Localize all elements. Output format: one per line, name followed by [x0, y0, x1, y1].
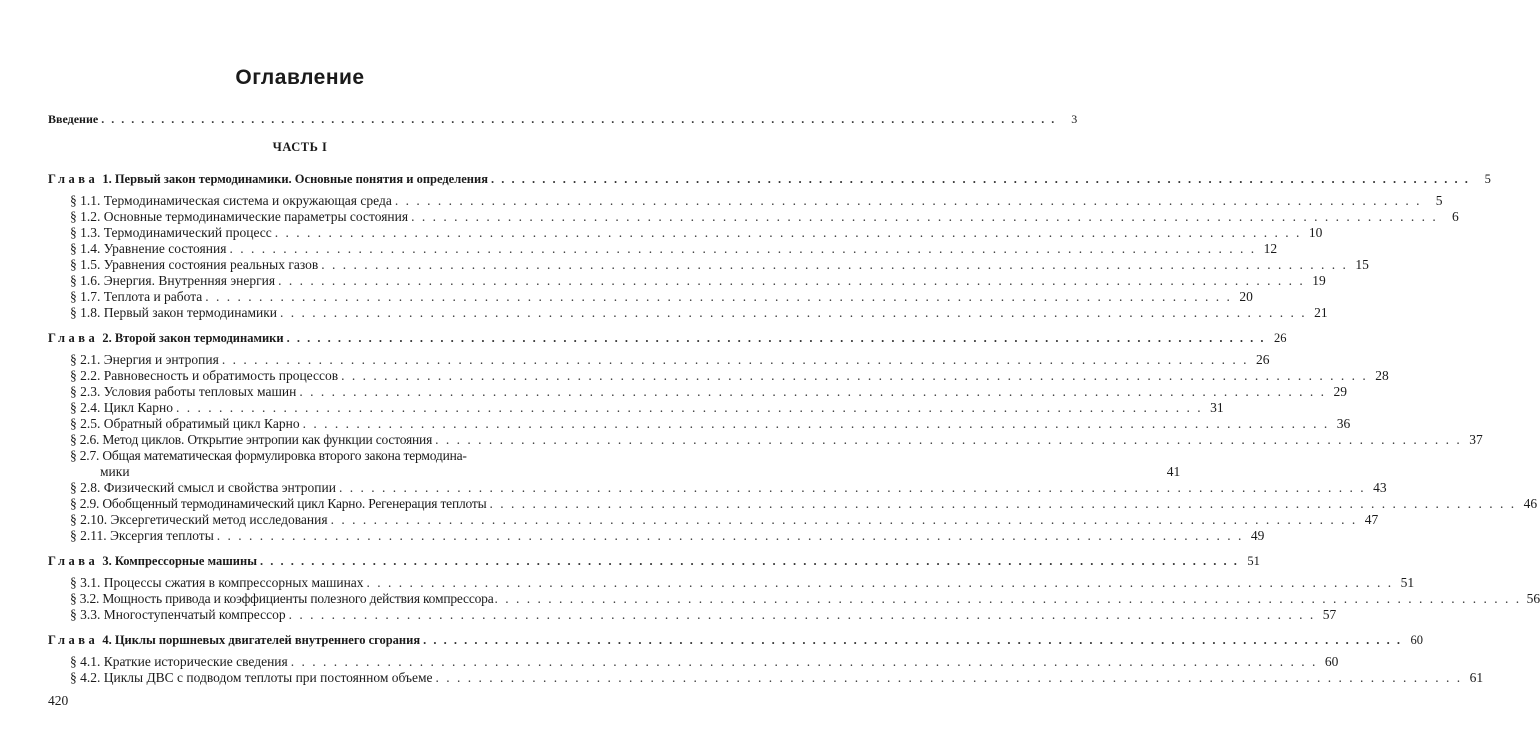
toc-entry-label: Введение [48, 112, 99, 126]
dot-leader [303, 416, 1330, 432]
dot-leader [176, 400, 1203, 416]
toc-section-1-4[interactable] [70, 241, 1278, 257]
section-title: § 4.1. Краткие исторические сведения [70, 654, 288, 669]
section-page: 26 [1255, 352, 1270, 367]
chapter-page: 60 [1410, 633, 1423, 647]
toc-section-2-8[interactable] [70, 480, 1387, 496]
toc-section-4-2[interactable] [70, 670, 1484, 686]
chapter-heading-2[interactable] [48, 330, 1287, 346]
section-page: 15 [1355, 257, 1369, 272]
dot-leader [435, 432, 1462, 448]
section-page: 47 [1364, 512, 1379, 527]
page-number: 420 [48, 693, 69, 708]
chapter-prefix: Глава [48, 633, 99, 647]
section-title: § 1.1. Термодинамическая система и окружающая среда [70, 193, 392, 208]
section-page: 5 [1435, 193, 1443, 208]
chapter-page: 26 [1273, 331, 1287, 345]
section-title: § 1.7. Теплота и работа [70, 289, 203, 304]
dot-leader [339, 480, 1366, 496]
toc-section-1-5[interactable] [70, 257, 1369, 273]
toc-section-3-2[interactable] [70, 591, 1540, 607]
section-page: 36 [1336, 416, 1351, 431]
toc-section-2-5[interactable] [70, 416, 1351, 432]
toc-section-2-7-continuation[interactable] [100, 464, 1181, 480]
toc-section-2-9[interactable] [70, 496, 1538, 512]
section-page: 46 [1523, 496, 1538, 511]
toc-section-1-6[interactable] [70, 273, 1326, 289]
section-page: 61 [1469, 670, 1484, 685]
toc-entry-intro[interactable] [48, 111, 1078, 127]
section-title: § 3.1. Процессы сжатия в компрессорных машинах [70, 575, 364, 590]
dot-leader [436, 670, 1463, 686]
section-page: 10 [1308, 225, 1323, 240]
chapter-title: 4. Циклы поршневых двигателей внутреннего сгорания [102, 633, 421, 647]
chapter-title: 2. Второй закон термодинамики [102, 331, 284, 345]
section-page: 31 [1210, 400, 1224, 415]
chapter-heading-1[interactable] [48, 171, 1491, 187]
section-title: § 2.6. Метод циклов. Открытие энтропии как функции состояния [70, 432, 433, 447]
dot-leader [367, 575, 1394, 591]
dot-leader [217, 528, 1244, 544]
dot-leader [341, 368, 1368, 384]
section-title: § 2.2. Равновесность и обратимость процессов [70, 368, 339, 383]
toc-section-2-11[interactable] [70, 528, 1265, 544]
toc-section-1-7[interactable] [70, 289, 1253, 305]
toc-section-1-1[interactable] [70, 193, 1443, 209]
toc-section-4-1[interactable] [70, 654, 1339, 670]
section-title: § 1.4. Уравнение состояния [70, 241, 227, 256]
section-page: 28 [1375, 368, 1389, 383]
dot-leader [491, 171, 1470, 187]
section-page: 12 [1263, 241, 1278, 256]
dot-leader [299, 384, 1326, 400]
section-page: 37 [1469, 432, 1483, 447]
section-title: § 1.8. Первый закон термодинамики [70, 305, 278, 320]
chapter-prefix: Глава [48, 172, 99, 186]
dot-leader [287, 330, 1266, 346]
dot-leader [101, 111, 1056, 127]
toc-section-3-3[interactable] [70, 607, 1337, 623]
dot-leader [222, 352, 1249, 368]
section-title: § 1.6. Энергия. Внутренняя энергия [70, 273, 276, 288]
section-page: 60 [1324, 654, 1339, 669]
dot-leader [291, 654, 1318, 670]
dot-leader [321, 257, 1348, 273]
dot-leader [278, 273, 1305, 289]
section-page: 20 [1239, 289, 1253, 304]
section-page: 29 [1333, 384, 1347, 399]
chapter-heading-3[interactable] [48, 553, 1260, 569]
section-page: 43 [1373, 480, 1387, 495]
section-title: § 2.3. Условия работы тепловых машин [70, 384, 297, 399]
section-title: § 2.11. Эксергия теплоты [70, 528, 214, 543]
chapter-prefix: Глава [48, 331, 99, 345]
chapter-page: 5 [1484, 172, 1491, 186]
dot-leader [280, 305, 1307, 321]
dot-leader [275, 225, 1302, 241]
toc-section-1-3[interactable] [70, 225, 1323, 241]
section-title: § 1.5. Уравнения состояния реальных газов [70, 257, 319, 272]
section-page: 21 [1314, 305, 1328, 320]
toc-entry-page: 3 [1071, 112, 1078, 126]
section-page: 19 [1312, 273, 1326, 288]
toc-section-1-2[interactable] [70, 209, 1459, 225]
toc-section-2-3[interactable] [70, 384, 1347, 400]
dot-leader [411, 209, 1438, 225]
toc-section-2-7[interactable] [70, 448, 548, 464]
toc-section-1-8[interactable] [70, 305, 1328, 321]
section-title: § 3.2. Мощность привода и коэффициенты полезного действия компрессора [70, 591, 494, 606]
section-title: § 3.3. Многоступенчатый компрессор [70, 607, 286, 622]
page-title: Оглавление [235, 66, 365, 89]
dot-leader [331, 512, 1358, 528]
dot-leader [289, 607, 1316, 623]
section-title-continuation: мики [100, 464, 130, 479]
section-page: 57 [1322, 607, 1337, 622]
section-page: 41 [1166, 464, 1181, 479]
toc-section-2-10[interactable] [70, 512, 1379, 528]
toc-section-2-6[interactable] [70, 432, 1483, 448]
chapter-title: 3. Компрессорные машины [102, 554, 257, 568]
section-title: § 4.2. Циклы ДВС с подводом теплоты при постоянном объеме [70, 670, 433, 685]
section-title: § 2.10. Эксергетический метод исследования [70, 512, 328, 527]
chapter-title: 1. Первый закон термодинамики. Основные понятия и определения [102, 172, 488, 186]
dot-leader [395, 193, 1422, 209]
section-title: § 1.3. Термодинамический процесс [70, 225, 272, 240]
dot-leader [423, 632, 1402, 648]
section-title: § 2.5. Обратный обратимый цикл Карно [70, 416, 300, 431]
chapter-page: 51 [1247, 554, 1260, 568]
dot-leader [205, 289, 1232, 305]
toc-section-3-1[interactable] [70, 575, 1415, 591]
section-title: § 2.1. Энергия и энтропия [70, 352, 219, 367]
section-title: § 2.9. Обобщенный термодинамический цикл Карно. Регенерация теплоты [70, 496, 487, 511]
section-title: § 2.8. Физический смысл и свойства энтропии [70, 480, 336, 495]
toc-section-2-2[interactable] [70, 368, 1389, 384]
section-title: § 2.4. Цикл Карно [70, 400, 173, 415]
chapter-prefix: Глава [48, 554, 99, 568]
section-page: 56 [1526, 591, 1540, 606]
section-page: 49 [1250, 528, 1265, 543]
dot-leader [229, 241, 1256, 257]
dot-leader [495, 591, 1522, 607]
section-page: 51 [1400, 575, 1415, 590]
section-page: 6 [1451, 209, 1459, 224]
dot-leader [260, 553, 1239, 569]
section-title: § 2.7. Общая математическая формулировка второго закона термодина- [70, 448, 467, 463]
section-title: § 1.2. Основные термодинамические параметры состояния [70, 209, 409, 224]
dot-leader [489, 496, 1516, 512]
part-heading: ЧАСТЬ I [272, 140, 328, 154]
toc-section-2-1[interactable] [70, 352, 1270, 368]
toc-section-2-4[interactable] [70, 400, 1224, 416]
chapter-heading-4[interactable] [48, 632, 1423, 648]
